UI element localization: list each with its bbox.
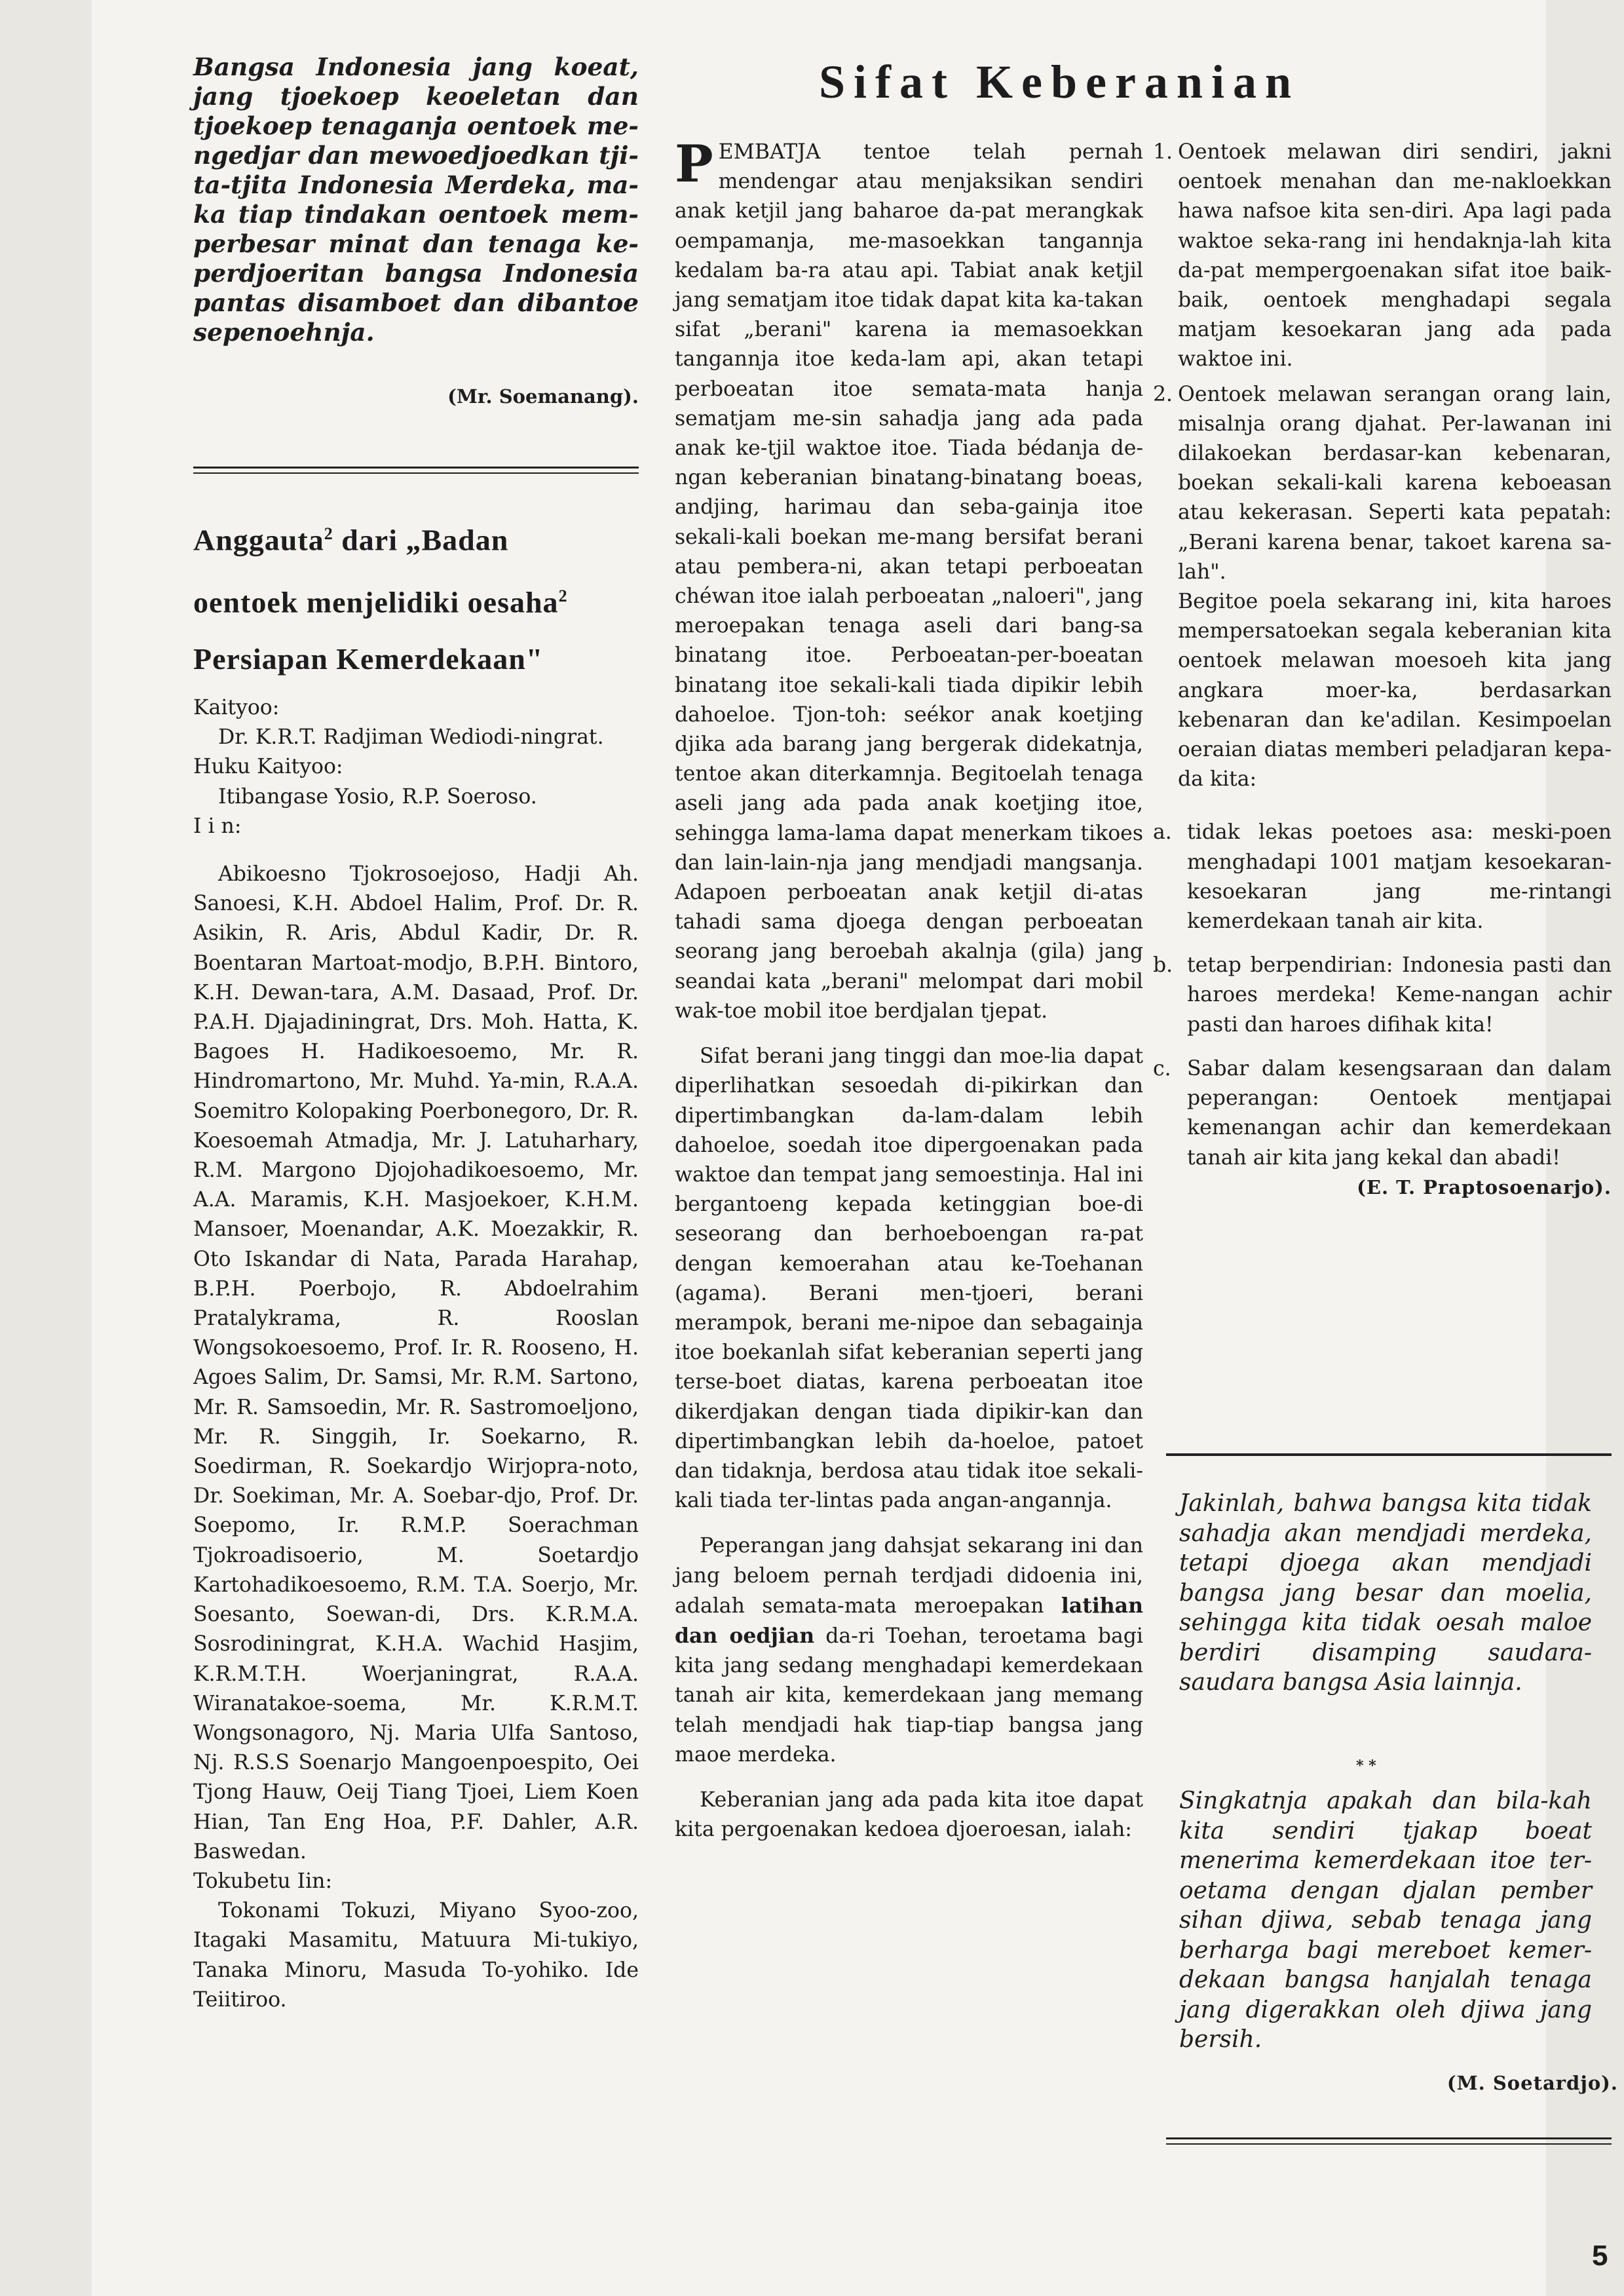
closing-text-2: Singkatnja apakah dan bila-kah kita sendiri tjakap boeat menerima kemerdekaan itoe ter-oetama dengan djalan pember sihan djiwa, sebab tenaga jang berharga bagi mereboet kemer-dekaan bangsa hanjalah tenaga jang digerakkan oleh djiwa jang bersih. (1179, 1788, 1592, 2053)
sub-list-item: b. tetap berpendirian: Indonesia pasti dan haroes merdeka! Keme-nangan achir pasti dan haroes difihak kita! (1153, 953, 1612, 1037)
kaityoo-label: Kaityoo: (193, 696, 280, 719)
closing-text-1: Jakinlah, bahwa bangsa kita tidak sahadja akan mendjadi merdeka, tetapi djoega akan mendjadi bangsa jang besar dan moelia, sehingga kita tidak oesah maloe berdiri disamping saudara-saudara bangsa Asia lainnja. (1179, 1490, 1592, 1696)
sub-list-item: a. tidak lekas poetoes asa: meski-poen menghadapi 1001 matjam kesoekaran-kesoekaran jang me-rintangi kemerdekaan tanah air kita. (1153, 820, 1612, 934)
huku-kaityoo-name: Itibangase Yosio, R.P. Soeroso. (218, 784, 537, 809)
iin-label: I i n: (193, 814, 242, 838)
sub-list-item: c. Sabar dalam kesengsaraan dan dalam peperangan: Oentoek mentjapai kemenangan achir dan kemerdekaan tanah air kita jang kekal dan abadi! (1153, 1056, 1612, 1170)
closing-author: (M. Soetardjo). (1446, 2072, 1618, 2094)
article-paragraph: PEMBATJA tentoe telah pernah mendengar atau menjaksikan sendiri anak ketjil jang baharoe da-pat merangkak oempamanja, me-masoekkan tangannja kedalam ba-ra atau api. Tabiat anak ketjil jang sematjam itoe tidak dapat kita ka-takan sifat „berani" karena ia memasoekkan tangannja itoe keda-lam api, akan tetapi perboeatan itoe semata-mata hanja sematjam me-sin sahadja jang ada pada anak ke-tjil waktoe itoe. Tiada bédanja de-ngan keberanian binatang-binatang boeas, andjing, harimau dan seba-gainja itoe sekali-kali boekan me-mang bersifat berani atau pembera-ni, akan tetapi perboeatan chéwan itoe ialah perboeatan „naloeri", jang meroepakan tenaga aseli dari bang-sa binatang itoe. Perboeatan-per-boeatan binatang itoe sekali-kali tiada dipikir lebih dahoeloe. Tjon-toh: seékor anak koetjing djika ada barang jang bergerak didekatnja, tentoe akan diterkamnja. Begitoelah tenaga aseli jang ada pada anak koetjing itoe, sehingga lama-lama dapat menerkam tikoes dan lain-lain-nja jang mendjadi mangsanja. Adapoen perboeatan anak ketjil di-atas tahadi sama djoega dengan perboeatan seorang jang beroebah akalnja (gila) jang seandai kata „berani" melompat dari mobil wak-toe mobil itoe berdjalan tjepat. (675, 134, 1143, 1023)
member-list: Abikoesno Tjokrosoejoso, Hadji Ah. Sanoesi, K.H. Abdoel Halim, Prof. Dr. R. Asikin, R. Aris, Abdul Kadir, Dr. R. Boentaran Martoat-modjo, B.P.H. Bintoro, K.H. Dewan-tara, A.M. Dasaad, Prof. Dr. P.A.H. Djajadiningrat, Drs. Moh. Hatta, K. Bagoes H. Hadikoesoemo, Mr. R. Hindromartono, Mr. Muhd. Ya-min, R.A.A. Soemitro Kolopaking Poerbonegoro, Dr. R. Koesoemah Atmadja, Mr. J. Latuharhary, R.M. Margono Djojohadikoesoemo, Mr. A.A. Maramis, K.H. Masjoekoer, K.H.M. Mansoer, Moenandar, A.K. Moezakkir, R. Oto Iskandar di Nata, Parada Harahap, B.P.H. Poerbojo, R. Abdoelrahim Pratalykrama, R. Rooslan Wongsokoesoemo, Prof. Ir. R. Rooseno, H. Agoes Salim, Dr. Samsi, Mr. R.M. Sartono, Mr. R. Samsoedin, Mr. R. Sastromoeljono, Mr. R. Singgih, Ir. Soekarno, R. Soedirman, R. Soekardjo Wirjopra-noto, Dr. Soekiman, Mr. A. Soebar-djo, Prof. Dr. Soepomo, Ir. R.M.P. Soerachman Tjokroadisoerio, M. Soetardjo Kartohadikoesoemo, R.M. T.A. Soerjo, Mr. Soesanto, Soewan-di, Drs. K.R.M.A. Sosrodiningrat, K.H.A. Wachid Hasjim, K.R.M.T.H. Woerjaningrat, R.A.A. Wiranatakoe-soema, Mr. K.R.M.T. Wongsonagoro, Nj. Maria Ulfa Santoso, Nj. R.S.S Soenarjo Mangoenpoespito, Oei Tjong Hauw, Oeij Tiang Tjoei, Liem Koen Hian, Tan Eng Hoa, P.F. Dahler, A.R. Baswedan. (193, 862, 639, 1864)
article-paragraph: Peperangan jang dahsjat sekarang ini dan jang beloem pernah terdjadi didoenia ini, adalah semata-mata meroepakan latihan dan oedjian da-ri Toehan, teroetama bagi kita jang sedang menghadapi kemerdekaan tanah air kita, kemerdekaan jang memang telah mendjadi hak tiap-tiap bangsa jang maoe merdeka. (675, 1534, 1143, 1767)
list-item: 2. Oentoek melawan serangan orang lain, misalnja orang djahat. Per-lawanan ini dilakoekan berdasar-kan kebenaran, boekan sekali-kali karena keboeasan atau kekerasan. Seperti kata pepatah: „Berani karena benar, takoet karena sa-lah". (1153, 382, 1612, 584)
article-body (675, 134, 1143, 1845)
article-list (1153, 138, 1612, 1202)
article-paragraph: Keberanian jang ada pada kita itoe dapat kita pergoenakan kedoea djoeroesan, ialah: (675, 1788, 1143, 1842)
article-paragraph: Sifat berani jang tinggi dan moe-lia dapat diperlihatkan sesoedah di-pikirkan dan dipertimbangkan da-lam-dalam lebih dahoeloe, soedah itoe dipergoenakan pada waktoe dan tempat jang semoestinja. Hal ini bergantoeng kepada ketinggian boe-di seseorang dan berhoeboengan ra-pat dengan kemoerahan atau ke-Toehanan (agama). Berani men-tjoeri, berani merampok, berani me-nipoe dan sebagainja itoe boekanlah sifat keberanian seperti jang terse-boet diatas, karena perboeatan itoe dikerdjakan dengan tiada dipikir-kan dan dipertimbangkan lebih da-hoeloe, patoet dan tidaknja, berdosa atau tidak itoe sekali-kali tiada ter-lintas pada angan-angannja. (675, 1044, 1143, 1513)
separator-stars: * * (1356, 1757, 1376, 1774)
page (92, 0, 1618, 2296)
article-title: Sifat Keberanian (819, 56, 1300, 108)
tokubetu-label: Tokubetu Iin: (193, 1869, 333, 1893)
opening-quote: Bangsa Indonesia jang koeat, jang tjoekoep keoeletan dan tjoekoep tenaganja oentoek me-ngedjar dan mewoedjoedkan tji-ta-tjita Indonesia Merdeka, ma-ka tiap tindakan oentoek mem-perbesar minat dan tenaga ke-perdjoeritan bangsa Indonesia pantas disamboet dan dibantoe sepenoehnja. (193, 52, 639, 347)
huku-kaityoo-label: Huku Kaityoo: (193, 755, 343, 779)
page-number: 5 (1592, 2240, 1608, 2272)
article-author: (E. T. Praptosoenarjo). (1357, 1176, 1612, 1198)
list-item: 1. Oentoek melawan diri sendiri, jakni oentoek menahan dan me-nakloekkan hawa nafsoe kita sen-diri. Apa lagi pada waktoe seka-rang ini hendaknja-lah kita da-pat mempergoenakan sifat itoe baik-baik, oentoek menghadapi segala matjam kesoekaran jang ada pada waktoe ini. (1153, 140, 1612, 372)
drop-cap: P (675, 134, 713, 194)
committee-heading: Anggauta$^2$ dari „Badan oentoek menjelidiki oesaha$^2$ Persiapan Kemerdekaan" (193, 523, 568, 676)
bottom-divider (1166, 2137, 1612, 2145)
section-divider (1166, 1453, 1612, 1456)
kaityoo-name: Dr. K.R.T. Radjiman Wediodi-ningrat. (218, 725, 604, 750)
section-divider (193, 467, 639, 474)
list-paragraph: Begitoe poela sekarang ini, kita haroes mempersatoekan segala keberanian kita oentoek melawan moesoeh kita jang angkara moer-ka, berdasarkan kebenaran dan ke'adilan. Kesimpoelan oeraian diatas memberi peladjaran kepa-da kita: (1178, 590, 1612, 792)
quote-author: (Mr. Soemanang). (447, 385, 639, 408)
committee-members (193, 693, 639, 2015)
tokubetu-names: Tokonami Tokuzi, Miyano Syoo-zoo, Itagaki Masamitu, Matuura Mi-tukiyo, Tanaka Minoru, Masuda To-yohiko. Ide Teiitiroo. (193, 1899, 639, 2012)
